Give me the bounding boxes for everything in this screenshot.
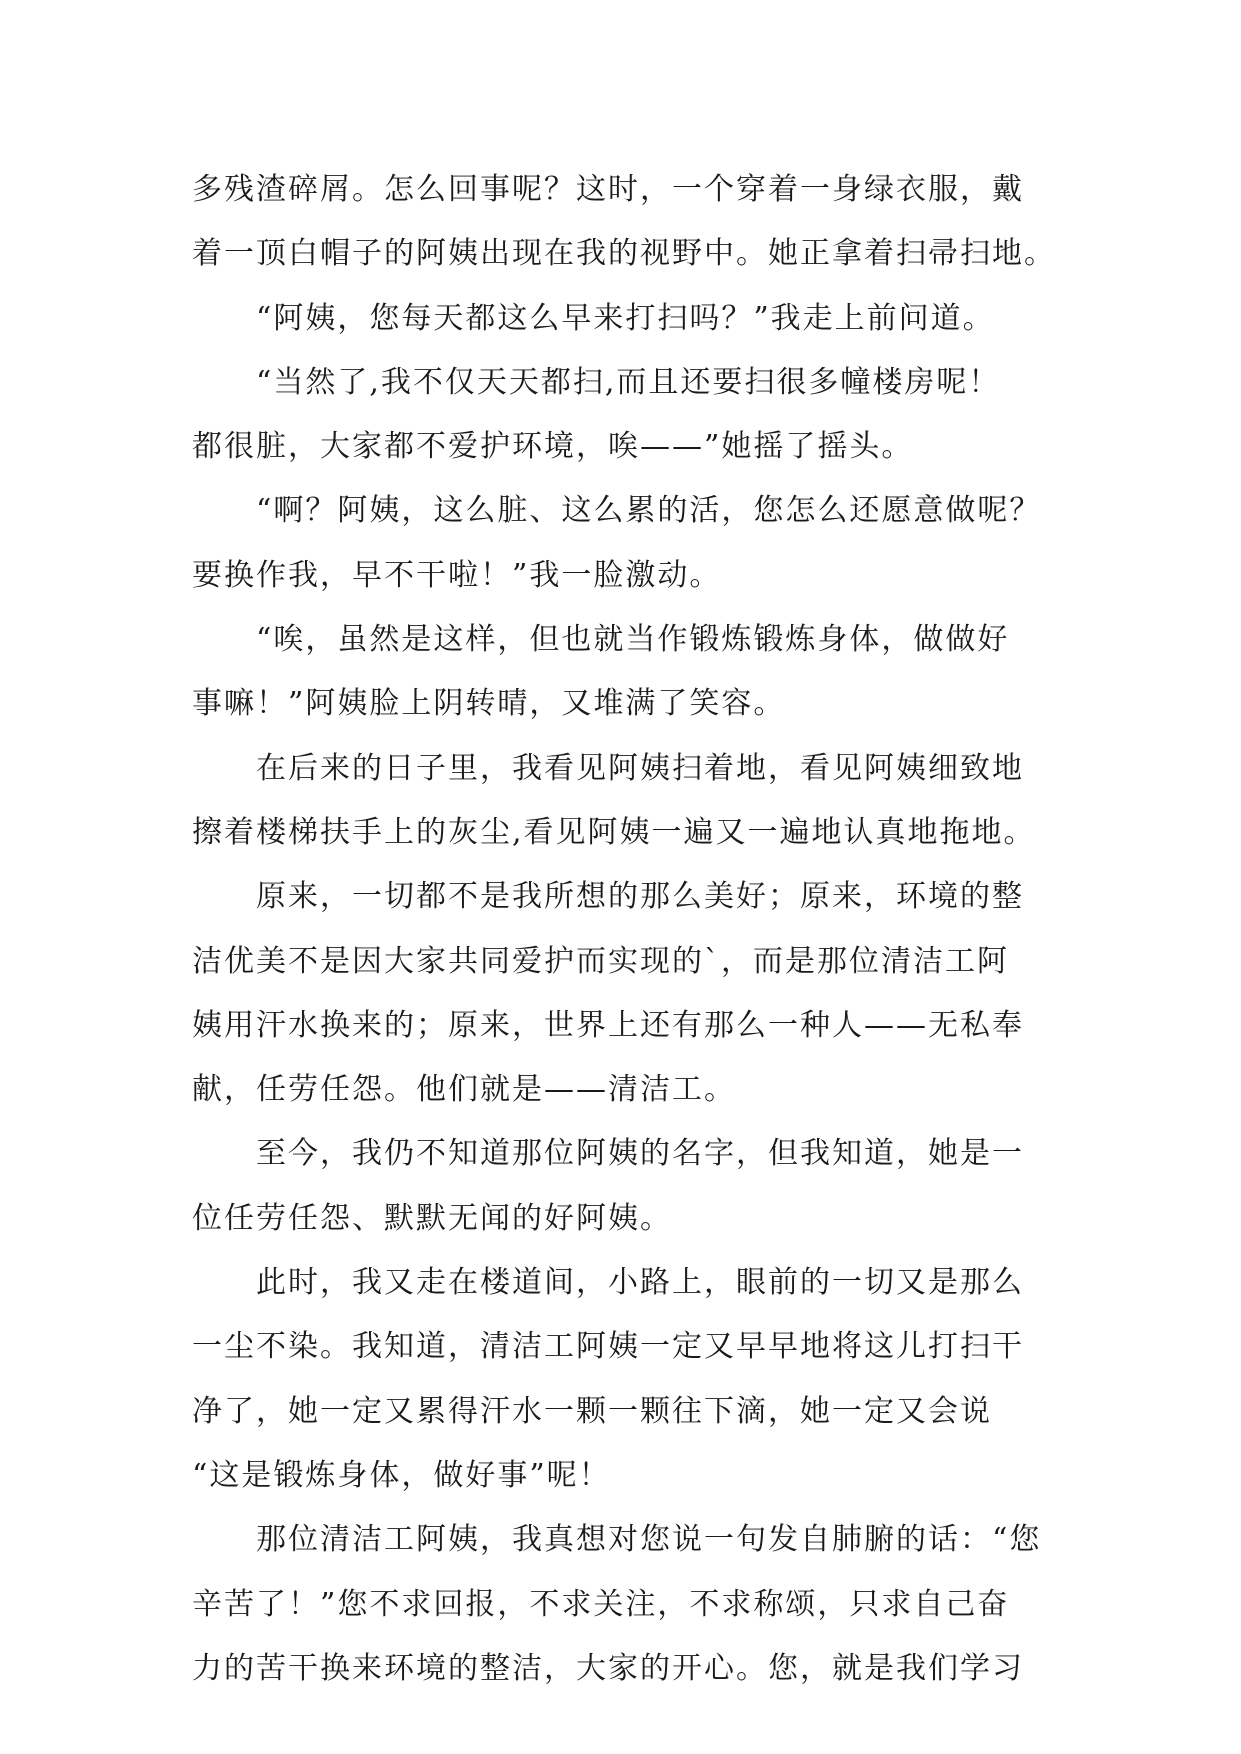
paragraph-first-line: 此时，我又走在楼道间，小路上，眼前的一切又是那么 — [256, 1265, 1024, 1301]
text-line: 擦着楼梯扶手上的灰尘,看见阿姨一遍又一遍地认真地拖地。 — [192, 814, 1036, 850]
text-line: 着一顶白帽子的阿姨出现在我的视野中。她正拿着扫帚扫地。 — [192, 236, 1056, 272]
text-line: 净了，她一定又累得汗水一颗一颗往下滴，她一定又会说 — [192, 1393, 992, 1429]
paragraph-first-line: “阿姨，您每天都这么早来打扫吗？”我走上前问道。 — [256, 300, 995, 336]
paragraph-first-line: “当然了,我不仅天天都扫,而且还要扫很多幢楼房呢！ — [256, 364, 1001, 400]
paragraph-first-line: 原来，一切都不是我所想的那么美好；原来，环境的整 — [256, 879, 1024, 915]
text-line: 多残渣碎屑。怎么回事呢？这时，一个穿着一身绿衣服，戴 — [192, 172, 1024, 207]
text-line: 要换作我，早不干啦！”我一脸激动。 — [192, 557, 722, 593]
paragraph-first-line: 至今，我仍不知道那位阿姨的名字，但我知道，她是一 — [256, 1136, 1024, 1172]
paragraph-first-line: 那位清洁工阿姨，我真想对您说一句发自肺腑的话：“您 — [256, 1522, 1042, 1558]
essay-body — [192, 158, 1062, 1701]
paragraph-first-line: “啊？阿姨，这么脏、这么累的活，您怎么还愿意做呢？ — [256, 493, 1042, 529]
text-line: 辛苦了！”您不求回报，不求关注，不求称颂，只求自己奋 — [192, 1586, 1010, 1622]
text-line: 事嘛！”阿姨脸上阴转晴，又堆满了笑容。 — [192, 686, 786, 722]
text-line: 都很脏，大家都不爱护环境，唉——”她摇了摇头。 — [192, 429, 914, 465]
text-line: 一尘不染。我知道，清洁工阿姨一定又早早地将这儿打扫干 — [192, 1329, 1024, 1365]
text-line: 力的苦干换来环境的整洁，大家的开心。您，就是我们学习 — [192, 1650, 1024, 1686]
text-line: 位任劳任怨、默默无闻的好阿姨。 — [192, 1200, 672, 1236]
text-line: “这是锻炼身体，做好事”呢！ — [192, 1457, 611, 1493]
text-line: 献，任劳任怨。他们就是——清洁工。 — [192, 1072, 736, 1108]
text-line: 姨用汗水换来的；原来，世界上还有那么一种人——无私奉 — [192, 1007, 1024, 1043]
paragraph-first-line: “唉，虽然是这样，但也就当作锻炼锻炼身体，做做好 — [256, 622, 1010, 658]
text-line: 洁优美不是因大家共同爱护而实现的`，而是那位清洁工阿 — [192, 943, 1009, 979]
paragraph-first-line: 在后来的日子里，我看见阿姨扫着地，看见阿姨细致地 — [256, 750, 1024, 786]
